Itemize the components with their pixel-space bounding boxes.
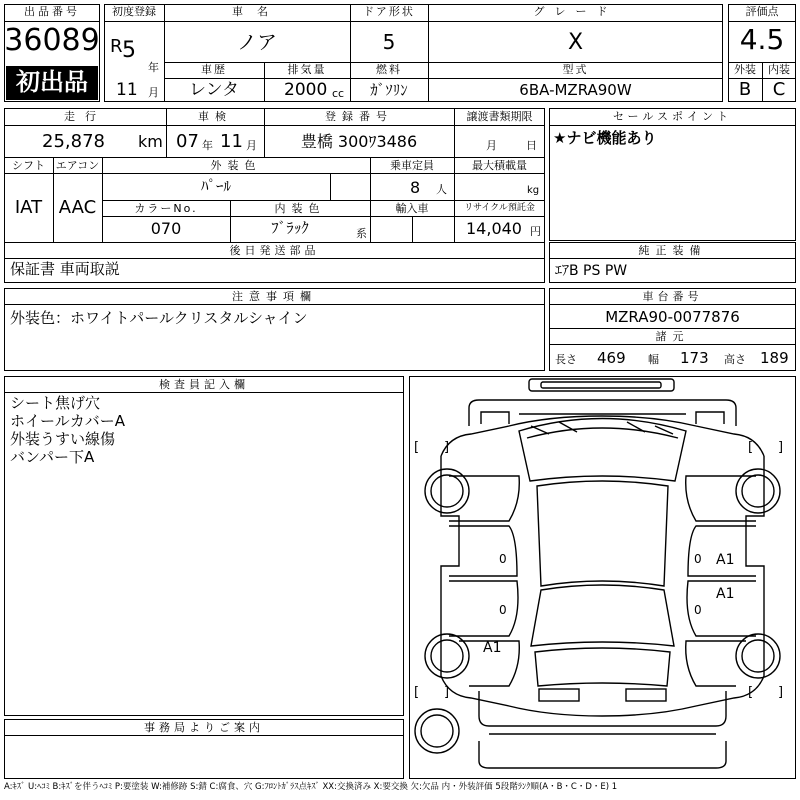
car-diagram [409, 376, 796, 779]
inspector-line: シート焦げ穴 [10, 394, 101, 412]
exterior-score-header: 外装 [734, 63, 756, 76]
first-reg-era: R [110, 36, 123, 57]
displacement-unit: cc [332, 87, 345, 100]
displacement-value: 2000 [284, 80, 328, 100]
first-reg-year: 5 [122, 38, 136, 63]
diagram-zero: 0 [499, 603, 507, 617]
notes-header: 注意事項欄 [232, 290, 317, 303]
doors-value: 5 [382, 30, 396, 54]
interior-score-header: 内装 [768, 63, 790, 76]
first-reg-month-unit: 月 [148, 86, 159, 99]
inspector-line: ホイールカバーA [10, 412, 125, 430]
transfer-day-unit: 日 [526, 139, 537, 152]
recycle-header: リサイクル預託金 [464, 203, 535, 213]
diagram-bracket-open: [ [748, 685, 754, 700]
inspection-header: 車検 [198, 110, 232, 123]
length-value: 469 [597, 349, 626, 367]
equipment-header: 純正装備 [638, 244, 707, 257]
first-reg-year-unit: 年 [148, 61, 159, 74]
diagram-bracket-close: ] [444, 440, 450, 455]
first-listing-label: 初出品 [16, 68, 88, 96]
interior-score: C [772, 79, 786, 100]
capacity-value: 8 [410, 178, 421, 197]
width-value: 173 [680, 349, 709, 367]
diagram-bracket-close: ] [444, 685, 450, 700]
grade-value: X [567, 30, 584, 55]
damage-mark: A1 [716, 586, 735, 602]
damage-mark: A1 [483, 640, 502, 656]
lot-number: 36089 [4, 23, 100, 58]
recycle-unit: 円 [530, 225, 541, 238]
first-reg-month: 11 [116, 80, 138, 100]
color-no-header: カラーNo. [134, 202, 198, 215]
shift-value: IAT [14, 197, 43, 218]
height-label: 高さ [724, 353, 746, 366]
grade-header: グレード [533, 5, 618, 18]
later-parts-value: 保証書 車両取説 [10, 260, 120, 278]
transfer-month-unit: 月 [486, 139, 497, 152]
interior-color-value: ﾌﾞﾗｯｸ [271, 219, 309, 237]
registration-value: 豊橋 300ﾜ3486 [300, 132, 418, 151]
score-value: 4.5 [739, 23, 785, 56]
height-value: 189 [760, 349, 789, 367]
length-label: 長さ [555, 353, 577, 366]
history-value: レンタ [189, 80, 239, 100]
inspector-header: 検査員記入欄 [159, 378, 249, 391]
diagram-bracket-open: [ [414, 685, 420, 700]
diagram-bracket-open: [ [414, 440, 420, 455]
diagram-bracket-close: ] [778, 685, 784, 700]
inspector-line: バンパー下A [10, 448, 95, 466]
model-value: 6BA-MZRA90W [519, 81, 632, 99]
lot-header: 出品番号 [24, 5, 80, 18]
chassis-header: 車台番号 [642, 290, 703, 303]
capacity-header: 乗車定員 [390, 159, 434, 172]
width-label: 幅 [648, 353, 659, 366]
damage-mark: A1 [716, 552, 735, 568]
score-header: 評価点 [745, 5, 779, 18]
registration-header: 登録番号 [325, 110, 393, 123]
later-parts-header: 後日発送部品 [229, 244, 320, 257]
capacity-unit: 人 [436, 183, 447, 196]
car-name-header: 車名 [232, 5, 282, 18]
recycle-value: 14,040 [466, 219, 522, 238]
dimensions-header: 諸元 [655, 330, 690, 343]
inspection-month-unit: 月 [246, 139, 257, 152]
sales-point-value: ★ナビ機能あり [553, 129, 657, 147]
sales-point-header: セールスポイント [612, 110, 732, 123]
sales-point-box [549, 108, 796, 241]
exterior-color-header: 外装色 [210, 159, 262, 172]
model-header: 型式 [562, 63, 589, 76]
fuel-value: ｶﾞｿﾘﾝ [370, 81, 408, 99]
mileage-unit: km [138, 132, 163, 151]
car-name-value: ノア [237, 30, 277, 54]
import-header: 輸入車 [395, 202, 429, 215]
office-header: 事務局よりご案内 [144, 721, 264, 734]
inspection-month: 11 [220, 131, 243, 152]
aircon-value: AAC [58, 197, 97, 218]
max-load-unit: kg [527, 185, 540, 196]
fuel-header: 燃料 [376, 63, 402, 76]
aircon-header: エアコン [55, 159, 100, 172]
exterior-color-value: ﾊﾟｰﾙ [200, 177, 231, 195]
inspection-year-unit: 年 [202, 139, 213, 152]
color-no-value: 070 [150, 219, 182, 238]
inspection-year: 07 [176, 131, 199, 152]
diagram-zero: 0 [694, 552, 702, 566]
diagram-bracket-open: [ [748, 440, 754, 455]
interior-color-suffix: 系 [356, 227, 367, 240]
chassis-value: MZRA90-0077876 [605, 308, 740, 326]
notes-value: 外装色：ホワイトパールクリスタルシャイン [10, 309, 308, 327]
diagram-zero: 0 [694, 603, 702, 617]
mileage-header: 走行 [64, 110, 106, 123]
interior-color-header: 内装色 [274, 202, 326, 215]
transfer-deadline-header: 譲渡書類期限 [466, 110, 533, 123]
equipment-value: ｴｱB PS PW [555, 263, 628, 279]
exterior-score: B [738, 79, 752, 100]
displacement-header: 排気量 [287, 63, 327, 76]
diagram-zero: 0 [499, 552, 507, 566]
mileage-value: 25,878 [42, 131, 105, 152]
doors-header: ドア形状 [363, 5, 415, 18]
shift-header: シフト [12, 159, 45, 172]
history-header: 車歴 [201, 63, 227, 76]
inspector-line: 外装うすい線傷 [10, 430, 116, 448]
first-reg-header: 初度登録 [112, 5, 156, 18]
max-load-header: 最大積載量 [472, 159, 527, 172]
diagram-bracket-close: ] [778, 440, 784, 455]
legend-text: A:ｷｽﾞ U:ﾍｺﾐ B:ｷｽﾞを伴うﾍｺﾐ P:要塗装 W:補修跡 S:錆 C:腐食、穴 G:ﾌﾛﾝﾄｶﾞﾗｽ点ｷｽﾞ XX:交換済み X:要交換 欠:欠品 内・外装評価 5段階ﾗﾝｸ順(A・B・C・D・E) 1 [4, 782, 618, 792]
